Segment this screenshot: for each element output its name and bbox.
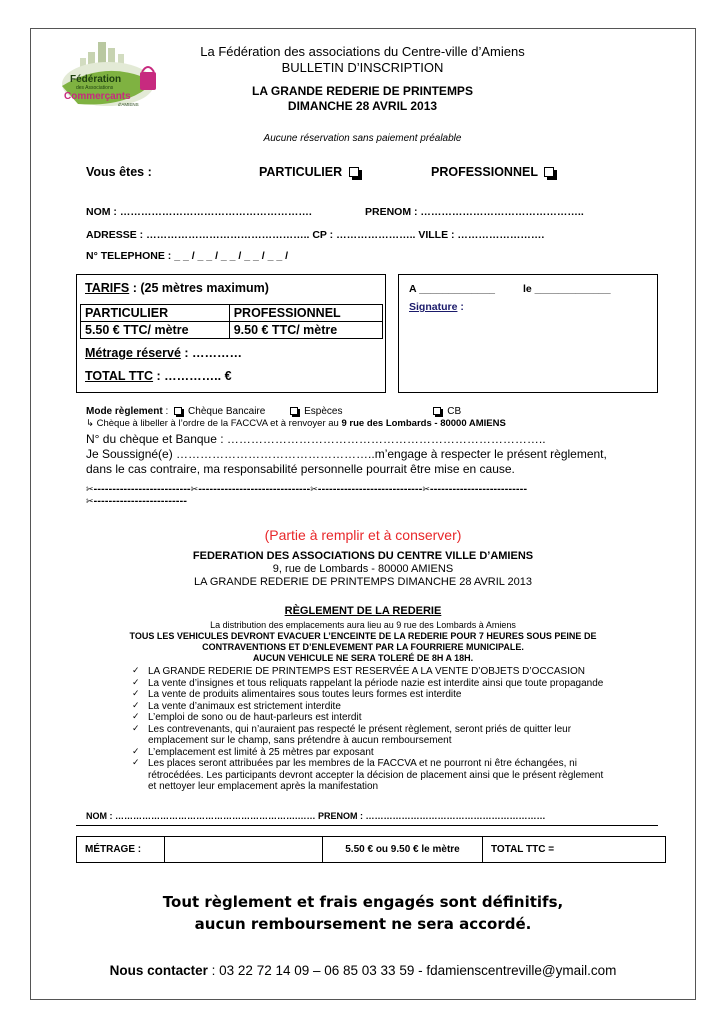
engagement-line-1[interactable]: Je Soussigné(e) …………………………………………..m’engage à respecter le présent règlement,: [86, 447, 607, 461]
nom-field[interactable]: NOM : ……………………………………………….: [86, 206, 312, 218]
date-field[interactable]: le _____________: [523, 283, 611, 295]
contact-label: Nous contacter: [109, 963, 208, 978]
cheque-address: 9 rue des Lombards - 80000 AMIENS: [341, 418, 506, 429]
adresse-field[interactable]: ADRESSE : ……………………………………….. CP : ………………….. VILLE : …………………….: [86, 229, 545, 241]
metrage-reserve-dots: : …………: [184, 346, 243, 360]
divider: [76, 825, 658, 826]
tarif-head-particulier: PARTICULIER: [81, 305, 230, 322]
logo-text-2: des Associations: [76, 85, 114, 91]
logo-text-3: Commerçants: [64, 91, 131, 102]
telephone-field[interactable]: N° TELEPHONE : _ _ / _ _ / _ _ / _ _ / _ _ /: [86, 250, 289, 262]
bulletin-title: BULLETIN D’INSCRIPTION: [281, 60, 444, 75]
keep-part-title: (Partie à remplir et à conserver): [264, 527, 462, 543]
total-ttc-dots: : ………….. €: [156, 369, 232, 383]
mode-reglement-label: Mode règlement: [86, 406, 163, 417]
cheque-instruction-text: Chèque à libeller à l’ordre de la FACCVA et à renvoyer au: [96, 418, 342, 429]
event-title: LA GRANDE REDERIE DE PRINTEMPS: [252, 84, 473, 98]
nom-prenom-field[interactable]: NOM : …………………………………………………….…… PRENOM : ……………………………………………………: [86, 811, 546, 821]
professionnel-option[interactable]: [431, 165, 554, 179]
tarifs-title: TARIFS: [85, 281, 130, 295]
vehicle-warning-1: TOUS LES VEHICULES DEVRONT EVACUER L’ENCEINTE DE LA REDERIE POUR 7 HEURES SOUS PEINE DE: [129, 631, 597, 641]
rule-item: ✓ Les places seront attribuées par les membres de la FACCVA et ne pourront ni être échangées, ni rétrocédées. Les participants devront accepter la décision de placement ainsi que le présent règlement et nettoyer leur emplacement après la manifestation: [128, 758, 608, 793]
vehicle-warning-3: AUCUN VEHICULE NE SERA TOLERÉ DE 8H A 18H.: [252, 653, 474, 663]
rule-item: ✓ L’emplacement est limité à 25 mètres par exposant: [128, 747, 608, 759]
scissors-line-1: ✂--------------------------✂------------------------------✂----------------------------✂--------------------------: [86, 485, 528, 495]
signature-label: Signature: [409, 301, 458, 313]
final-notice: [30, 891, 696, 935]
mode-reglement-colon: :: [165, 406, 169, 417]
metrage-table: [76, 836, 666, 863]
tarif-value-particulier: 5.50 € TTC/ mètre: [81, 322, 230, 339]
cut-line: [86, 484, 527, 508]
especes-label: Espèces: [304, 406, 343, 417]
engagement-line-2: dans le cas contraire, ma responsabilité personnelle pourrait être mise en cause.: [86, 462, 515, 476]
vous-etes-label: Vous êtes :: [86, 165, 152, 179]
final-notice-line-2: aucun remboursement ne sera accordé.: [194, 915, 532, 933]
metrage-input-cell[interactable]: [165, 837, 323, 863]
particulier-checkbox[interactable]: [349, 167, 359, 177]
metrage-label: MÉTRAGE :: [77, 837, 165, 863]
cheque-checkbox[interactable]: [174, 407, 182, 415]
cheque-label: Chèque Bancaire: [188, 406, 266, 417]
particulier-label: PARTICULIER: [259, 165, 343, 179]
organisation-event: LA GRANDE REDERIE DE PRINTEMPS DIMANCHE 28 AVRIL 2013: [193, 576, 533, 588]
total-ttc-label: TOTAL TTC: [85, 369, 154, 383]
prenom-field[interactable]: PRENOM : ………………………………………..: [365, 206, 584, 218]
reglement-title: RÈGLEMENT DE LA REDERIE: [284, 605, 442, 617]
logo-text-4: d'AMIENS: [118, 102, 139, 107]
contact-line: [30, 963, 696, 978]
rule-item: ✓ La vente d’insignes et tous reliquats rappelant la période nazie est interdite ainsi que toute propagande: [128, 678, 608, 690]
contact-details: : 03 22 72 14 09 – 06 85 03 33 59 - fdamienscentreville@ymail.com: [207, 963, 617, 978]
professionnel-checkbox[interactable]: [544, 167, 554, 177]
mode-reglement-row: [86, 406, 461, 417]
tarifs-heading: [85, 281, 269, 295]
tarif-head-professionnel: PROFESSIONNEL: [229, 305, 382, 322]
lieu-field[interactable]: A _____________: [409, 283, 496, 295]
reservation-notice: Aucune réservation sans paiement préalable: [263, 133, 462, 144]
federation-logo: [58, 38, 164, 112]
total-ttc-field[interactable]: [85, 369, 232, 383]
particulier-option[interactable]: [259, 165, 359, 179]
cheque-number-field[interactable]: N° du chèque et Banque : ……………………………………………………………………..: [86, 432, 546, 446]
tarifs-table: [80, 304, 383, 339]
signature-field[interactable]: [409, 301, 464, 313]
federation-name: La Fédération des associations du Centre-ville d’Amiens: [200, 44, 525, 59]
scissors-line-2: ✂-------------------------: [86, 497, 187, 507]
metrage-reserve-field[interactable]: [85, 346, 242, 360]
rule-item: ✓ LA GRANDE REDERIE DE PRINTEMPS EST RESERVÉE A LA VENTE D’OBJETS D’OCCASION: [128, 666, 608, 678]
final-notice-line-1: Tout règlement et frais engagés sont définitifs,: [162, 893, 564, 911]
rule-item: ✓ Les contrevenants, qui n’auraient pas respecté le présent règlement, seront priés de quitter leur emplacement sur le champ, sans prétendre à aucun remboursement: [128, 724, 608, 747]
reglement-intro-block: [30, 620, 696, 664]
vehicle-warning-2: CONTRAVENTIONS ET D’ENLEVEMENT PAR LA FOURRIERE MUNICIPALE.: [202, 642, 524, 652]
event-date: DIMANCHE 28 AVRIL 2013: [287, 99, 438, 113]
signature-colon: :: [460, 301, 464, 313]
organisation-block: [30, 550, 696, 589]
especes-checkbox[interactable]: [290, 407, 298, 415]
total-ttc-cell[interactable]: TOTAL TTC =: [483, 837, 666, 863]
tarif-cell: 5.50 € ou 9.50 € le mètre: [323, 837, 483, 863]
rule-item: ✓ La vente d’animaux est strictement interdite: [128, 701, 608, 713]
cb-label: CB: [447, 406, 462, 417]
rules-list: [128, 666, 608, 793]
logo-text-1: Fédération: [70, 74, 122, 85]
rule-item: ✓ La vente de produits alimentaires sous toutes leurs formes est interdite: [128, 689, 608, 701]
cheque-instruction: [86, 418, 506, 429]
metrage-reserve-label: Métrage réservé: [85, 346, 181, 360]
arrow-icon: ↳: [86, 418, 94, 429]
tarif-value-professionnel: 9.50 € TTC/ mètre: [229, 322, 382, 339]
professionnel-label: PROFESSIONNEL: [431, 165, 538, 179]
engagement-block: [86, 432, 607, 477]
organisation-address: 9, rue de Lombards - 80000 AMIENS: [272, 563, 454, 575]
organisation-name: FEDERATION DES ASSOCIATIONS DU CENTRE VILLE D’AMIENS: [192, 550, 534, 562]
tarifs-box: [76, 274, 386, 393]
signature-box: [398, 274, 658, 393]
reglement-intro: La distribution des emplacements aura lieu au 9 rue des Lombards à Amiens: [210, 620, 516, 630]
cb-checkbox[interactable]: [433, 407, 441, 415]
header-block: [150, 44, 575, 114]
tarifs-subtitle: : (25 mètres maximum): [132, 281, 269, 295]
rule-item: ✓ L’emploi de sono ou de haut-parleurs est interdit: [128, 712, 608, 724]
